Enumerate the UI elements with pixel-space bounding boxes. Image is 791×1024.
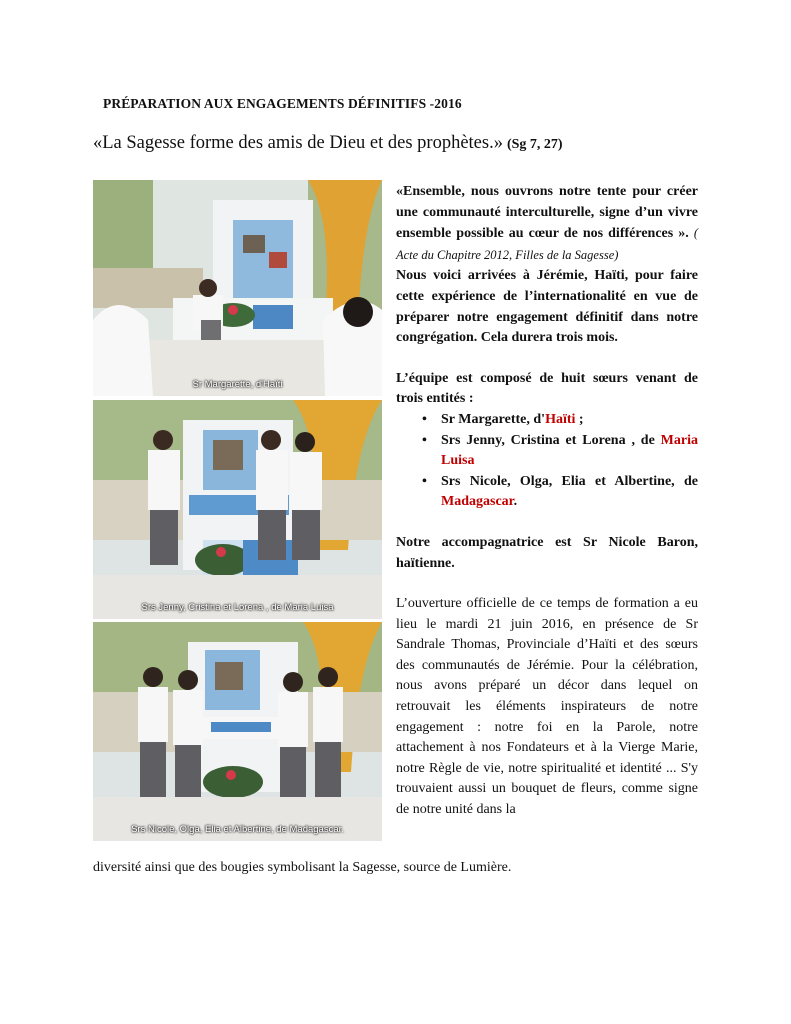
member-punct: ;: [575, 411, 584, 427]
member-names: Sr Margarette, d': [441, 411, 546, 427]
chapter-quote-paragraph: [396, 182, 698, 266]
photo-srs-jenny-cristina-lorena: [93, 400, 382, 619]
team-intro: L’équipe est composé de huit sœurs venant de trois entités :: [396, 370, 698, 407]
member-item: [396, 472, 698, 513]
photo-sr-margarette: [93, 180, 382, 396]
opening-paragraph-end: diversité ainsi que des bougies symbolisant la Sagesse, source de Lumière.: [93, 860, 512, 875]
document-heading: PRÉPARATION AUX ENGAGEMENTS DÉFINITIFS -2016: [103, 96, 462, 111]
arrival-paragraph: Nous voici arrivées à Jérémie, Haïti, pour faire cette expérience de l’internationalité en vue de préparer notre engagement définitif dans notre congrégation. Cela durera trois mois.: [396, 268, 698, 346]
member-origin: Maria Luisa: [441, 432, 698, 469]
photo-illustration: [93, 400, 382, 619]
member-names: Srs Jenny, Cristina et Lorena , de: [441, 432, 661, 448]
accompanist-paragraph: Notre accompagnatrice est Sr Nicole Baron, haïtienne.: [396, 534, 698, 571]
chapter-quote: «Ensemble, nous ouvrons notre tente pour créer une communauté interculturelle, signe d’un vivre ensemble possible au cœur de nos différences ».: [396, 184, 698, 242]
member-punct: .: [513, 494, 518, 510]
member-item: [396, 431, 698, 472]
photo-caption: Srs Jenny, Cristina et Lorena , de Maria Luisa: [141, 602, 334, 613]
member-origin: Madagascar: [441, 494, 514, 510]
chapter-quote-source: ( Acte du Chapitre 2012, Filles de la Sagesse): [396, 226, 698, 262]
photo-caption: Srs Nicole, Olga, Elia et Albertine, de Madagascar.: [131, 824, 344, 835]
photo-illustration: [93, 180, 382, 396]
photo-caption: Sr Margarette, d'Haïti: [192, 379, 283, 390]
photo-srs-nicole-olga-elia-albertine: [93, 622, 382, 841]
quote-reference: (Sg 7, 27): [506, 137, 563, 152]
member-names: Srs Nicole, Olga, Elia et Albertine, de: [441, 473, 698, 489]
member-item: [396, 410, 698, 431]
photo-illustration: [93, 622, 382, 841]
article-column: [396, 182, 698, 821]
members-list: [396, 410, 698, 513]
opening-paragraph: L’ouverture officielle de ce temps de formation a eu lieu le mardi 21 juin 2016, en présence de Sr Sandrale Thomas, Provinciale d’Haïti et des sœurs des communautés de Jérémie. Pour la célébration, nous avons préparé un décor dans lequel on retrouvait les éléments inspirateurs de notre engagement : notre foi en la Parole, notre attachement à nos Fondateurs et à la Vierge Marie, notre Règle de vie, notre spiritualité et identité ... S'y trouvaient aussi un bouquet de fleurs, comme signe de notre unité dans la: [396, 596, 698, 818]
scripture-quote: [93, 133, 563, 154]
quote-text: «La Sagesse forme des amis de Dieu et des prophètes.»: [93, 133, 503, 153]
member-origin: Haïti: [545, 411, 576, 427]
